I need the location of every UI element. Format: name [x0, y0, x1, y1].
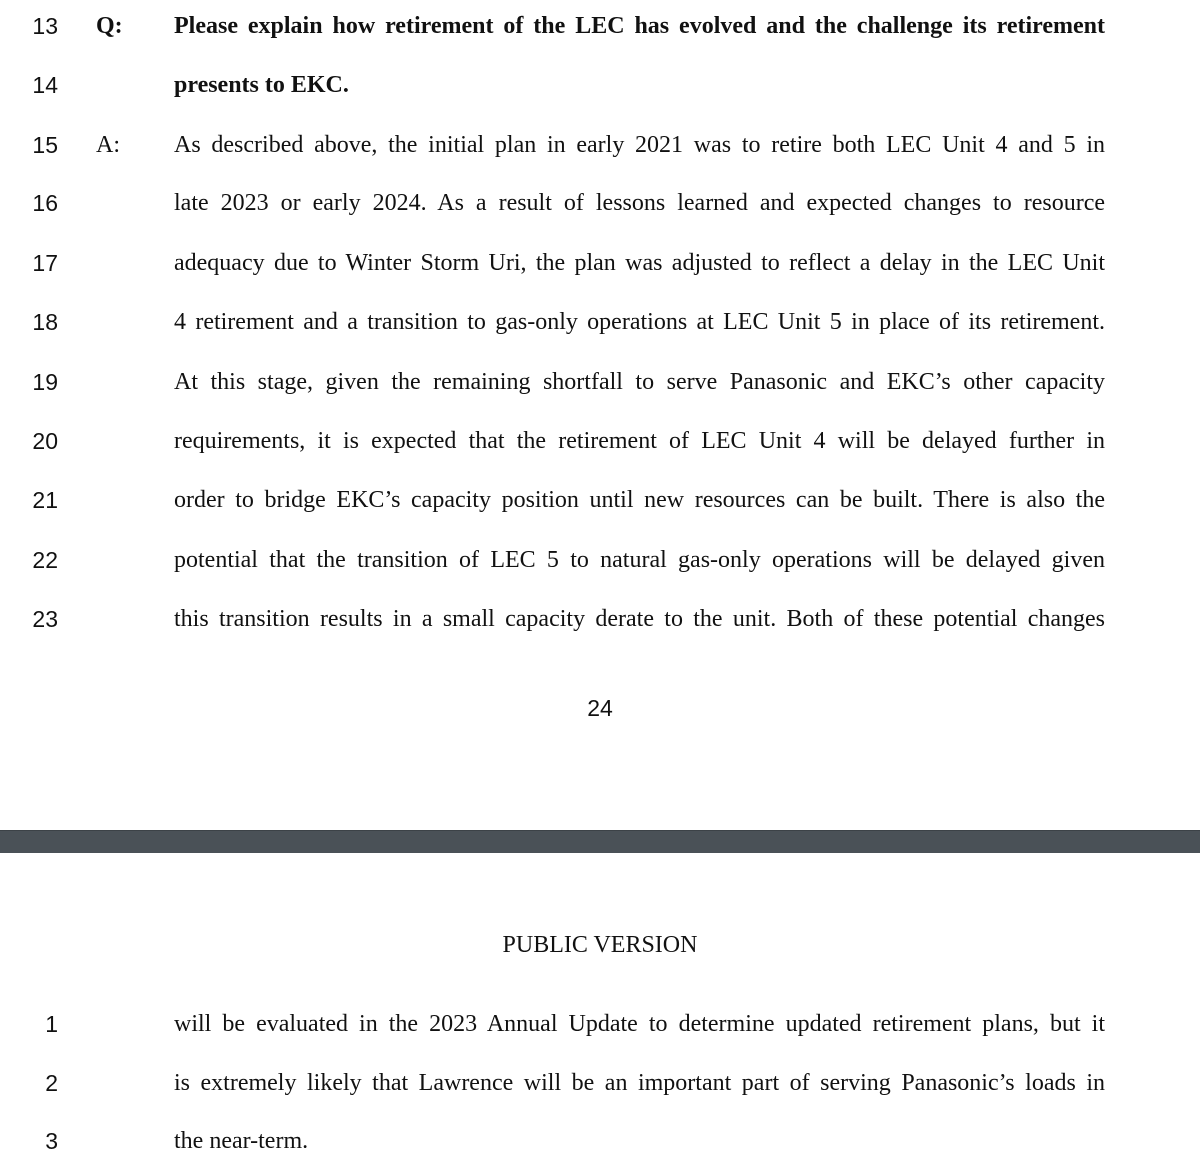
page-separator: [0, 830, 1200, 853]
answer-label: A:: [96, 132, 120, 158]
body-text: will be evaluated in the 2023 Annual Update to determine updated retirement plans, but it: [174, 1011, 1105, 1037]
line-number: 15: [32, 132, 58, 158]
document-page-bottom: [0, 853, 1200, 1166]
text-line-1: [0, 1004, 1200, 1044]
answer-text: order to bridge EKC’s capacity position until new resources can be built. There is also the: [174, 487, 1105, 513]
answer-text: As described above, the initial plan in early 2021 was to retire both LEC Unit 4 and 5 in: [174, 132, 1105, 158]
line-number: 1: [45, 1011, 58, 1037]
answer-text: potential that the transition of LEC 5 to natural gas-only operations will be delayed given: [174, 547, 1105, 573]
answer-line-22: [0, 540, 1200, 580]
question-text: presents to EKC.: [174, 72, 349, 98]
answer-line-15: [0, 125, 1200, 165]
answer-line-19: [0, 362, 1200, 402]
line-number: 3: [45, 1128, 58, 1154]
answer-line-21: [0, 480, 1200, 520]
question-label: Q:: [96, 13, 123, 39]
question-line-13: [0, 6, 1200, 46]
line-number: 2: [45, 1070, 58, 1096]
question-text: Please explain how retirement of the LEC has evolved and the challenge its retirement: [174, 13, 1105, 39]
text-line-3: [0, 1121, 1200, 1161]
line-number: 13: [32, 13, 58, 39]
answer-line-23: [0, 599, 1200, 639]
line-number: 17: [32, 250, 58, 276]
answer-line-18: [0, 302, 1200, 342]
line-number: 21: [32, 487, 58, 513]
line-number: 18: [32, 309, 58, 335]
line-number: 14: [32, 72, 58, 98]
public-version-header: PUBLIC VERSION: [502, 932, 698, 958]
answer-text: this transition results in a small capacity derate to the unit. Both of these potential changes: [174, 606, 1105, 632]
body-text: the near-term.: [174, 1128, 309, 1154]
line-number: 22: [32, 547, 58, 573]
answer-text: At this stage, given the remaining shortfall to serve Panasonic and EKC’s other capacity: [174, 369, 1105, 395]
answer-text: adequacy due to Winter Storm Uri, the plan was adjusted to reflect a delay in the LEC Unit: [174, 250, 1105, 276]
answer-text: late 2023 or early 2024. As a result of lessons learned and expected changes to resource: [174, 190, 1105, 216]
page-number: 24: [587, 695, 613, 721]
line-number: 23: [32, 606, 58, 632]
line-number: 19: [32, 369, 58, 395]
answer-line-17: [0, 243, 1200, 283]
line-number: 20: [32, 428, 58, 454]
body-text: is extremely likely that Lawrence will be an important part of serving Panasonic’s loads in: [174, 1070, 1105, 1096]
answer-text: 4 retirement and a transition to gas-only operations at LEC Unit 5 in place of its retirement.: [174, 309, 1105, 335]
question-line-14: [0, 65, 1200, 105]
answer-line-16: [0, 183, 1200, 223]
line-number: 16: [32, 190, 58, 216]
text-line-2: [0, 1063, 1200, 1103]
answer-text: requirements, it is expected that the retirement of LEC Unit 4 will be delayed further in: [174, 428, 1105, 454]
answer-line-20: [0, 421, 1200, 461]
